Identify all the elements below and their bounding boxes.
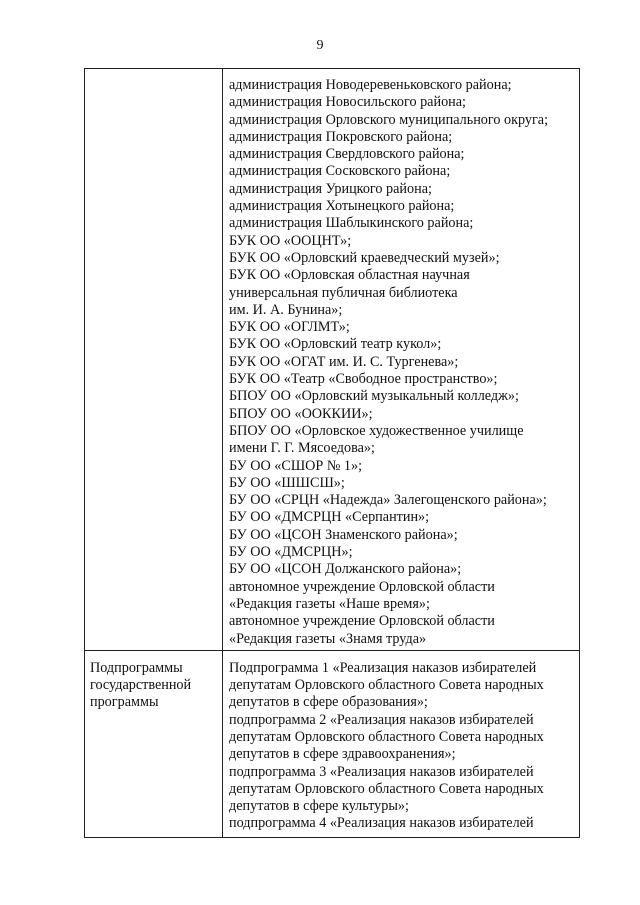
content-line: БПОУ ОО «Орловский музыкальный колледж»; — [229, 388, 519, 405]
content-line: БПОУ ОО «Орловское художественное училище — [229, 422, 524, 439]
row-content-cell — [223, 69, 580, 651]
content-line: БУК ОО «Орловский театр кукол»; — [229, 336, 442, 353]
content-line: администрация Урицкого района; — [229, 180, 432, 197]
content-line: депутатов в сфере здравоохранения»; — [229, 746, 456, 763]
content-line: депутатов в сфере культуры»; — [229, 798, 409, 815]
content-line: БУК ОО «ОГАТ им. И. С. Тургенева»; — [229, 353, 459, 370]
content-line: универсальная публичная библиотека — [229, 284, 458, 301]
row-content-cell — [223, 650, 580, 837]
content-line: администрация Новосильского района; — [229, 94, 466, 111]
content-line: депутатам Орловского областного Совета народных — [229, 780, 544, 797]
content-line: автономное учреждение Орловской области — [229, 613, 495, 630]
content-line: БУ ОО «СШОР № 1»; — [229, 457, 363, 474]
content-line: БУ ОО «ДМСРЦН «Серпантин»; — [229, 509, 430, 526]
label-line: Подпрограммы — [90, 659, 183, 676]
content-line: администрация Новодеревеньковского района; — [229, 77, 512, 93]
row-label-cell — [85, 69, 223, 651]
content-line: БУ ОО «ЦСОН Должанского района»; — [229, 561, 462, 578]
content-line: депутатов в сфере образования»; — [229, 694, 428, 711]
content-line: автономное учреждение Орловской области — [229, 578, 495, 595]
content-line: депутатам Орловского областного Совета народных — [229, 728, 544, 745]
table-row — [85, 650, 580, 837]
content-line: подпрограмма 4 «Реализация наказов избирателей — [229, 815, 534, 832]
content-line: БУК ОО «ООЦНТ»; — [229, 232, 352, 249]
content-line: администрация Орловского муниципального округа; — [229, 111, 549, 128]
content-line: Подпрограмма 1 «Реализация наказов избирателей — [229, 659, 537, 676]
content-line: администрация Свердловского района; — [229, 146, 465, 163]
label-line: программы — [90, 694, 159, 711]
content-line: БУК ОО «Орловская областная научная — [229, 267, 470, 284]
content-line: администрация Шаблыкинского района; — [229, 215, 474, 232]
content-line: БПОУ ОО «ООККИИ»; — [229, 405, 373, 422]
content-line: БУ ОО «СРЦН «Надежда» Залегощенского района»; — [229, 492, 547, 509]
content-line: БУ ОО «ЦСОН Знаменского района»; — [229, 526, 458, 543]
program-passport-table — [84, 68, 580, 838]
content-line: имени Г. Г. Мясоедова»; — [229, 440, 375, 457]
content-line: «Редакция газеты «Наше время»; — [229, 595, 430, 612]
content-line: БУК ОО «Театр «Свободное пространство»; — [229, 371, 498, 388]
content-line: БУ ОО «ДМСРЦН»; — [229, 544, 353, 561]
content-line: администрация Сосковского района; — [229, 163, 451, 180]
content-line: БУ ОО «ШШСШ»; — [229, 474, 345, 491]
page-number: 9 — [316, 38, 324, 53]
content-line: администрация Покровского района; — [229, 128, 453, 145]
label-line: государственной — [90, 677, 192, 694]
content-line: «Редакция газеты «Знамя труда» — [229, 630, 427, 647]
row-label-cell — [85, 650, 223, 837]
content-line: им. И. А. Бунина»; — [229, 301, 343, 318]
content-line: БУК ОО «ОГЛМТ»; — [229, 319, 350, 336]
content-line: подпрограмма 3 «Реализация наказов избирателей — [229, 763, 534, 780]
content-line: администрация Хотынецкого района; — [229, 198, 455, 215]
table-row — [85, 69, 580, 651]
content-line: депутатам Орловского областного Совета народных — [229, 677, 544, 694]
content-line: БУК ОО «Орловский краеведческий музей»; — [229, 249, 500, 266]
content-line: подпрограмма 2 «Реализация наказов избирателей — [229, 711, 534, 728]
